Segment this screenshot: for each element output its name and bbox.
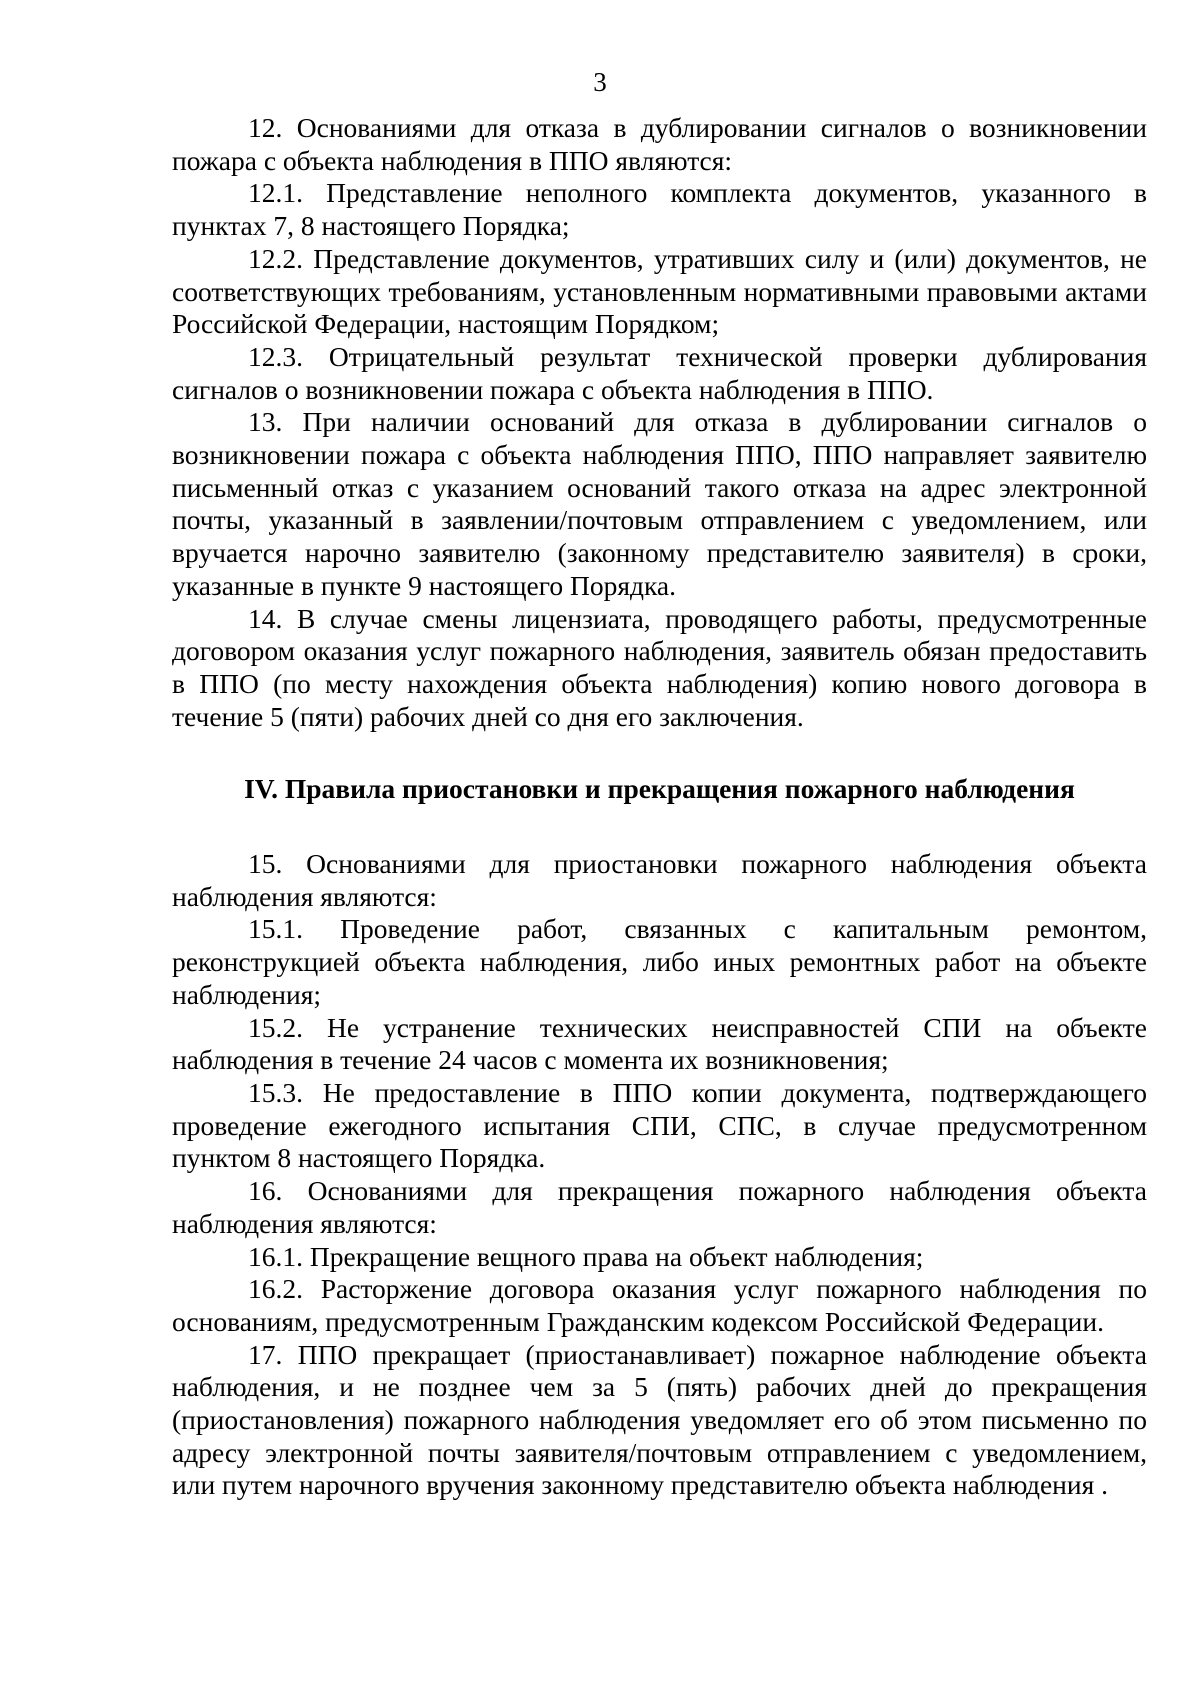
document-body bbox=[172, 112, 1147, 1502]
section-heading: IV. Правила приостановки и прекращения пожарного наблюдения bbox=[244, 773, 1075, 805]
paragraph-16-2: 16.2. Расторжение договора оказания услуг пожарного наблюдения по основаниям, предусмотренным Гражданским кодексом Российской Федерации. bbox=[172, 1273, 1147, 1337]
paragraph-15-3: 15.3. Не предоставление в ППО копии документа, подтверждающего проведение ежегодного испытания СПИ, СПС, в случае предусмотренном пунктом 8 настоящего Порядка. bbox=[172, 1076, 1147, 1174]
paragraph-12-2: 12.2. Представление документов, утративших силу и (или) документов, не соответствующих требованиям, установленным нормативными правовыми актами Российской Федерации, настоящим Порядком; bbox=[172, 242, 1147, 340]
paragraph-15: 15. Основаниями для приостановки пожарного наблюдения объекта наблюдения являются: bbox=[172, 848, 1147, 912]
paragraph-16: 16. Основаниями для прекращения пожарного наблюдения объекта наблюдения являются: bbox=[172, 1175, 1147, 1239]
paragraph-14: 14. В случае смены лицензиата, проводящего работы, предусмотренные договором оказания услуг пожарного наблюдения, заявитель обязан предоставить в ППО (по месту нахождения объекта наблюдения) копию нового договора в течение 5 (пяти) рабочих дней со дня его заключения. bbox=[172, 602, 1147, 732]
paragraph-12-1: 12.1. Представление неполного комплекта документов, указанного в пунктах 7, 8 настоящего Порядка; bbox=[172, 177, 1147, 242]
paragraph-15-1: 15.1. Проведение работ, связанных с капитальным ремонтом, реконструкцией объекта наблюдения, либо иных ремонтных работ на объекте наблюдения; bbox=[172, 913, 1147, 1010]
page-number: 3 bbox=[593, 67, 607, 97]
paragraph-13: 13. При наличии оснований для отказа в дублировании сигналов о возникновении пожара с объекта наблюдения ППО, ППО направляет заявителю письменный отказ с указанием оснований такого отказа на адрес электронной почты, указанный в заявлении/почтовым отправлением с уведомлением, или вручается нарочно заявителю (законному представителю заявителя) в сроки, указанные в пункте 9 настоящего Порядка. bbox=[172, 406, 1147, 601]
paragraph-12: 12. Основаниями для отказа в дублировании сигналов о возникновении пожара с объекта наблюдения в ППО являются: bbox=[172, 112, 1147, 176]
paragraph-15-2: 15.2. Не устранение технических неисправностей СПИ на объекте наблюдения в течение 24 часов с момента их возникновения; bbox=[172, 1011, 1147, 1076]
paragraph-12-3: 12.3. Отрицательный результат технической проверки дублирования сигналов о возникновении пожара с объекта наблюдения в ППО. bbox=[172, 340, 1147, 405]
paragraph-17: 17. ППО прекращает (приостанавливает) пожарное наблюдение объекта наблюдения, и не позднее чем за 5 (пять) рабочих дней до прекращения (приостановления) пожарного наблюдения уведомляет его об этом письменно по адресу электронной почты заявителя/почтовым отправлением с уведомлением, или путем нарочного вручения законному представителю объекта наблюдения . bbox=[172, 1338, 1147, 1501]
paragraph-16-1: 16.1. Прекращение вещного права на объект наблюдения; bbox=[248, 1240, 924, 1272]
